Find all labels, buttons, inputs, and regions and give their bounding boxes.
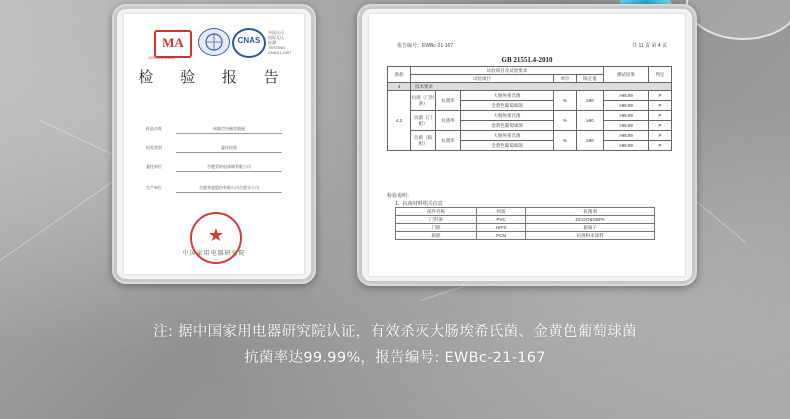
caption-line-1: 注: 据中国家用电器研究院认证，有效杀灭大肠埃希氏菌、金黄色葡萄球菌 bbox=[153, 324, 637, 340]
page-indicator: 共 11 页 第 4 页 bbox=[632, 43, 667, 49]
left-report-sheet bbox=[124, 14, 304, 274]
cnas-side-text: 中国认可 国际互认 检测 TESTING CNAS L1097 bbox=[268, 30, 292, 55]
caption-line-2: 抗菌率达99.99%，报告编号: EWBc-21-167 bbox=[244, 350, 546, 366]
left-report-frame bbox=[112, 4, 316, 284]
materials-table: 部件名称 材质 抗菌剂 门封条 PVC DCOIT&OBPA 门胆 HIPS 银离子 箱胆 PCM 抗菌粉末涂料 bbox=[395, 207, 655, 240]
cma-number: 190000242658 bbox=[148, 55, 175, 60]
report-title: 检 验 报 告 bbox=[138, 68, 290, 86]
field-manufacturer: 生产单位 合肥华凌股份有限公司合肥分公司 bbox=[146, 181, 282, 193]
field-inspection-type: 检验类别 委托检验 bbox=[146, 141, 282, 153]
field-sample-name: 样品名称 冰箱空冷储存抽屉 bbox=[146, 122, 282, 134]
right-report-frame bbox=[357, 4, 697, 286]
cma-logo: MA bbox=[154, 30, 192, 58]
materials-title: 1、抗菌材料相关信息 bbox=[395, 201, 443, 207]
seal-institute-name: 中国家用电器研究院 bbox=[182, 251, 246, 257]
marble-vein bbox=[0, 180, 115, 261]
ilac-mra-logo bbox=[198, 28, 230, 56]
cnas-logo: CNAS bbox=[232, 28, 266, 58]
certification-logos bbox=[136, 28, 292, 62]
remarks-title: 检验说明： bbox=[387, 193, 413, 199]
decorative-petri-dish bbox=[686, 0, 790, 40]
standard-code: GB 21551.4-2010 bbox=[501, 56, 553, 64]
results-table: 条款 试验项目及试验要求 测试结果 判定 试验项目 单位 限定值 4 技术要求 4.2 抗菌（门封条） 抗菌率 大肠埃希氏菌 % ≥90 >99.99 P 金黄色葡萄球菌 >99.99 P 抗菌（门胆） 抗菌率 大肠埃希氏菌 % ≥90 >99.99 P 金黄色葡萄球菌 >99.99 P 抗菌（箱胆） 抗菌率 大肠埃希氏菌 % ≥90 >99.99 P 金黄色葡萄球菌 >99.99 P bbox=[387, 66, 672, 151]
seal-star-icon: ★ bbox=[207, 225, 225, 245]
right-report-sheet bbox=[369, 14, 685, 276]
report-number: 报告编号：EWBc-21-167 bbox=[397, 43, 454, 49]
field-client: 委托单位 合肥美的电冰箱有限公司 bbox=[146, 160, 282, 172]
